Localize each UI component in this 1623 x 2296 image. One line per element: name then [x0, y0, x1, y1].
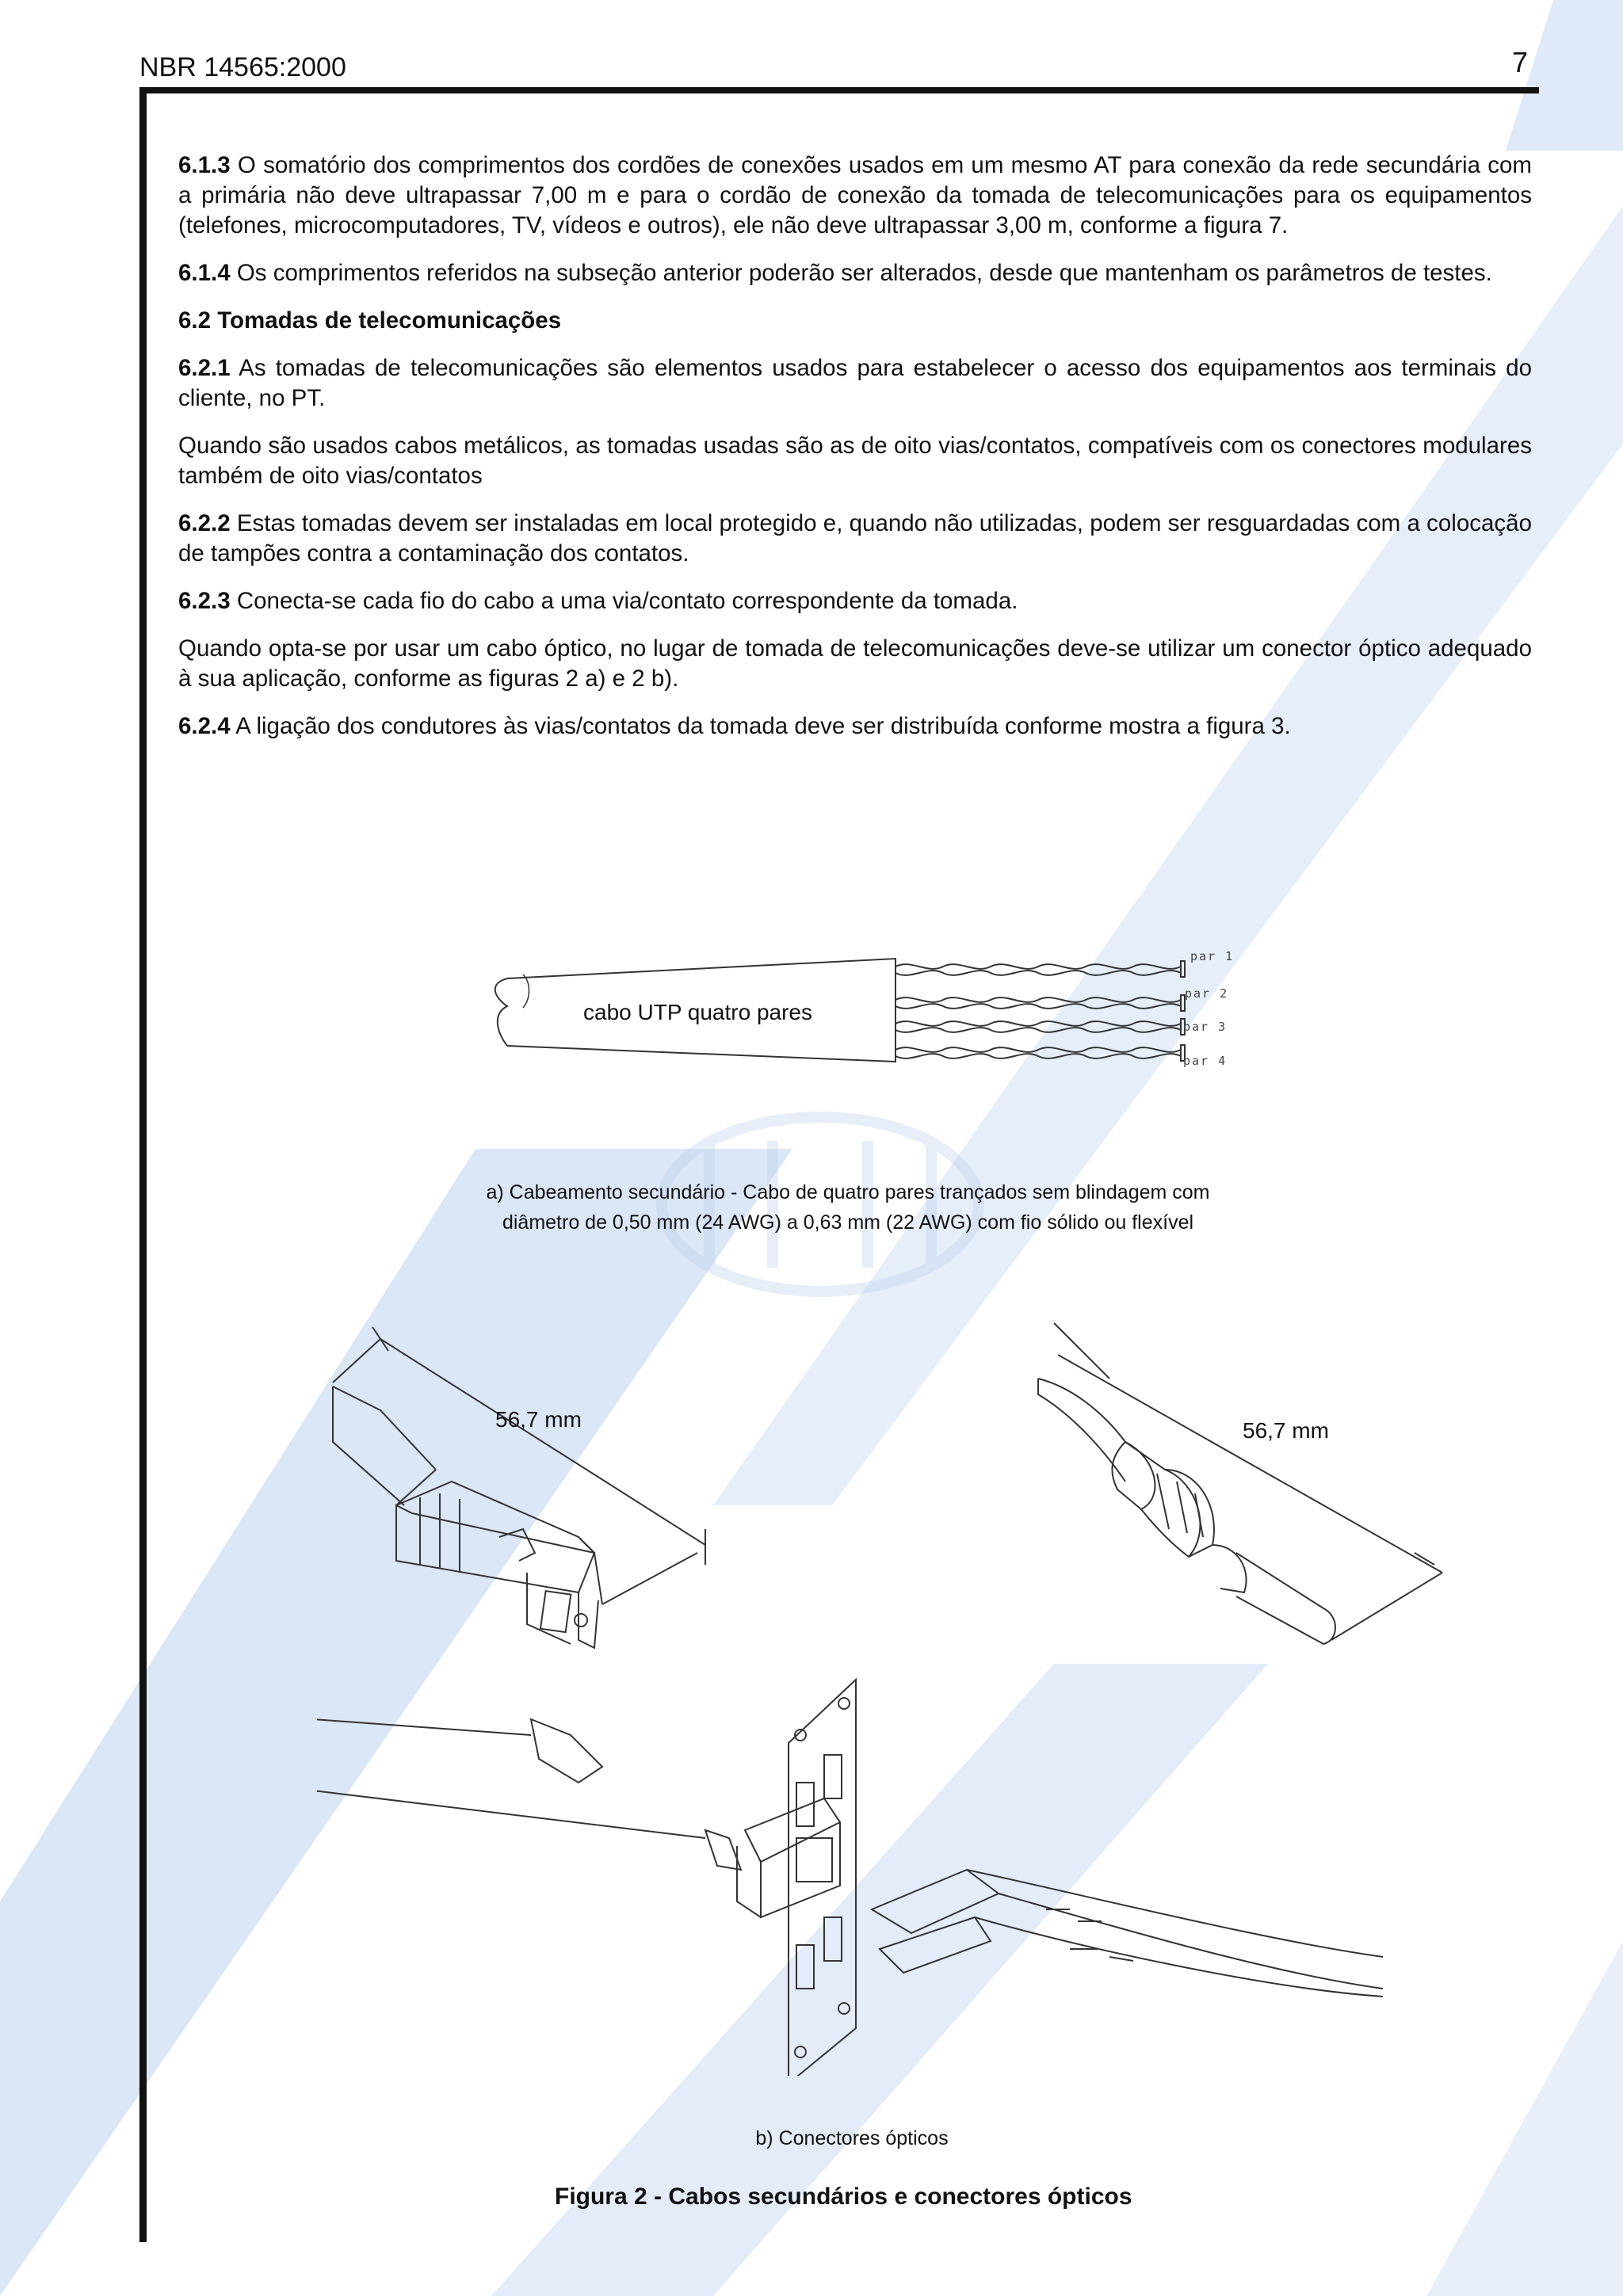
paragraph-6-1-3 — [178, 151, 1532, 241]
paragraph-optical-cable: Quando opta-se por usar um cabo óptico, no lugar de tomada de telecomunicações deve-se utilizar um conector óptico adequado à sua aplicação, conforme as figuras 2 a) e 2 b). — [178, 635, 1532, 692]
paragraph-text: Conecta-se cada fio do cabo a uma via/contato correspondente da tomada. — [230, 588, 1018, 614]
pair-label-4: par 4 — [1183, 1054, 1228, 1068]
dimension-label-left: 56,7 mm — [495, 1407, 582, 1432]
paragraph-6-2-2 — [178, 509, 1532, 569]
header-rule — [139, 87, 1539, 93]
paragraph-text: Os comprimentos referidos na subseção anterior poderão ser alterados, desde que mantenham os parâmetros de testes. — [230, 260, 1492, 286]
figure-a-caption-line-1: a) Cabeamento secundário - Cabo de quatro pares trançados sem blindagem com — [486, 1181, 1210, 1203]
paragraph-text: As tomadas de telecomunicações são elementos usados para estabelecer o acesso dos equipamentos aos terminais do cliente, no PT. — [178, 355, 1532, 411]
header-title: NBR 14565:2000 — [139, 52, 346, 82]
st-connector-drawing — [1038, 1323, 1442, 1644]
paragraph-6-2-3 — [178, 586, 1532, 616]
paragraph-text: A ligação dos condutores às vias/contatos da tomada deve ser distribuída conforme mostra a figura 3. — [230, 713, 1291, 739]
dimension-label-right: 56,7 mm — [1243, 1418, 1329, 1443]
section-number: 6.2.3 — [178, 588, 231, 614]
paragraph-6-2-4 — [178, 711, 1532, 742]
paragraph-text: Estas tomadas devem ser instaladas em local protegido e, quando não utilizadas, podem ser resguardadas com a colocação de tampões contra a contaminação dos contatos. — [178, 510, 1532, 566]
pair-label-3: par 3 — [1183, 1020, 1228, 1034]
cable-label: cabo UTP quatro pares — [583, 1000, 812, 1024]
figure-title: Figura 2 - Cabos secundários e conectores ópticos — [555, 2183, 1132, 2210]
body-text — [178, 151, 1532, 759]
page-number: 7 — [1512, 46, 1529, 78]
pair-label-2: par 2 — [1185, 986, 1229, 1001]
section-number: 6.2.1 — [178, 355, 231, 381]
figure-b-caption: b) Conectores ópticos — [755, 2127, 949, 2149]
duplex-panel-drawing — [317, 1680, 1383, 2076]
paragraph-metal-cables: Quando são usados cabos metálicos, as tomadas usadas são as de oito vias/contatos, compatíveis com os conectores modulares também de oito vias/contatos — [178, 433, 1532, 489]
figure-optical-connectors — [317, 1291, 1458, 2076]
paragraph-6-2-1 — [178, 353, 1532, 414]
section-number: 6.2.2 — [178, 510, 231, 536]
paragraph-6-1-4 — [178, 258, 1532, 288]
section-number: 6.1.4 — [178, 260, 231, 286]
paragraph-text: O somatório dos comprimentos dos cordões de conexões usados em um mesmo AT para conexão da rede secundária com a primária não deve ultrapassar 7,00 m e para o cordão de conexão da tomada de telecomunicações para os equipamentos (telefones, microcomputadores, TV, vídeos e outros), ele não deve ultrapassar 3,00 m, conforme a figura 7. — [178, 152, 1532, 238]
left-margin-bar — [139, 87, 147, 2242]
pair-label-1: par 1 — [1190, 949, 1235, 963]
sc-connector-drawing — [333, 1327, 705, 1648]
section-number: 6.2.4 — [178, 713, 231, 739]
section-number: 6.1.3 — [178, 152, 231, 178]
section-heading-6-2: 6.2 Tomadas de telecomunicações — [178, 307, 562, 334]
figure-a-caption-line-2: diâmetro de 0,50 mm (24 AWG) a 0,63 mm (22 AWG) com fio sólido ou flexível — [502, 1211, 1194, 1234]
